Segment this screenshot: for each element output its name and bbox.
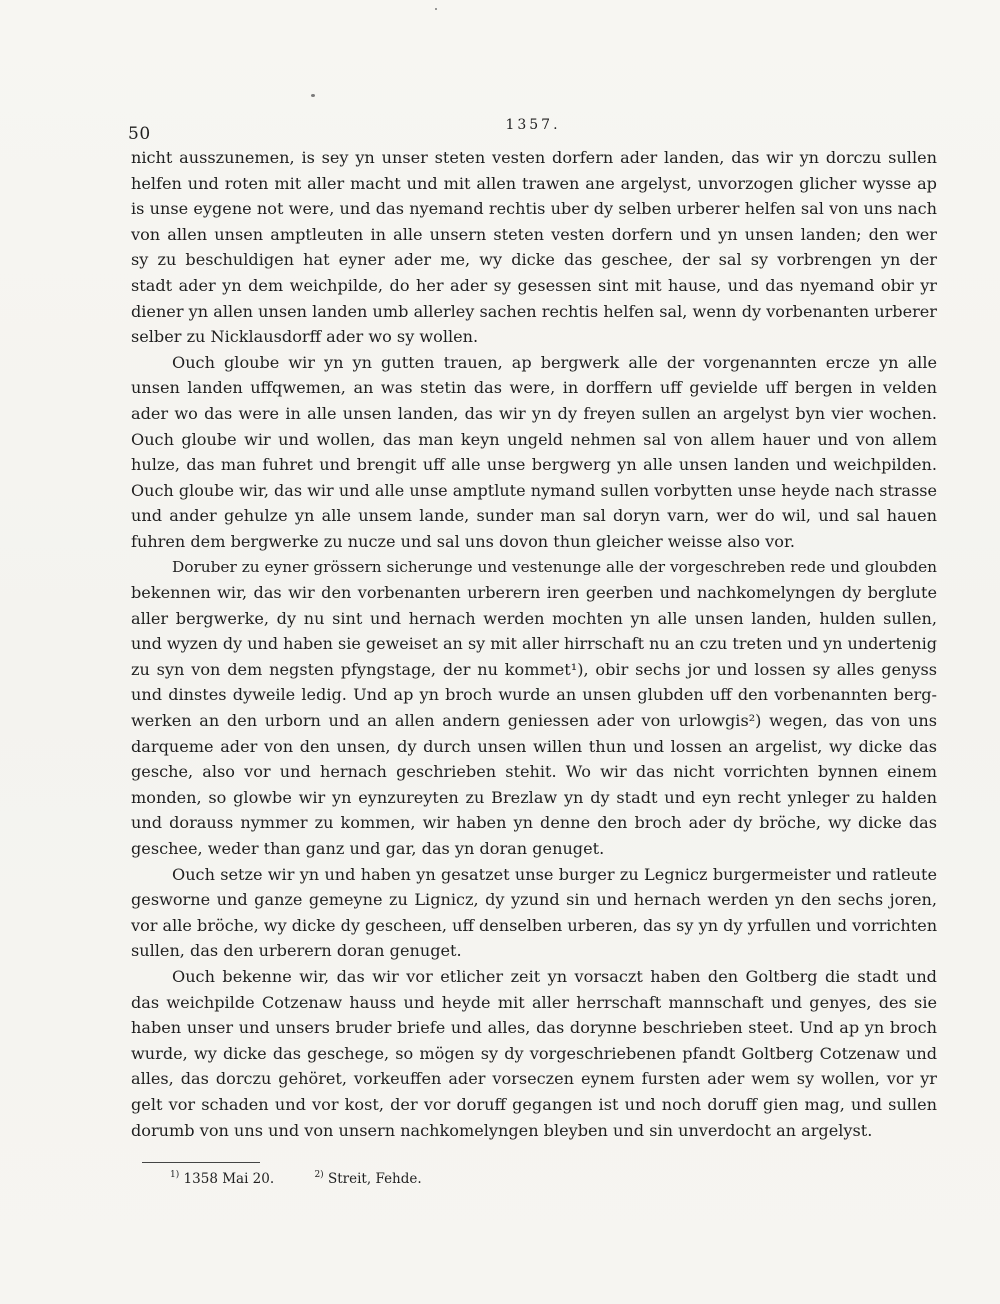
text-line: is unse eygene not were, und das nyemand rechtis uber dy selben urberer helfen sal von uns nach bbox=[131, 199, 937, 219]
running-head-year: 1357. bbox=[505, 117, 561, 133]
footnote-2-mark: 2) bbox=[314, 1170, 324, 1180]
text-line: ader wo das were in alle unsen landen, das wir yn dy freyen sullen an argelyst byn vier wochen. bbox=[131, 403, 937, 423]
text-line: sullen, das den urberern doran genuget. bbox=[131, 941, 462, 961]
text-line: fuhren dem bergwerke zu nucze und sal uns dovon thun gleicher weisse also vor. bbox=[131, 531, 795, 551]
text-line: sy zu beschuldigen hat eyner ader me, wy dicke das geschee, der sal sy vorbrengen yn der bbox=[131, 250, 937, 270]
text-line: alles, das dorczu gehöret, vorkeuffen ader vorseczen eynem fursten ader wem sy wollen, vor yr bbox=[131, 1069, 937, 1089]
paper-speck bbox=[435, 8, 437, 10]
text-line: vor alle bröche, wy dicke dy gescheen, uff denselben urberen, das sy yn dy yrfullen und vorrichten bbox=[131, 915, 938, 935]
footnote-2-text: Streit, Fehde. bbox=[328, 1171, 422, 1187]
text-line: gesworne und ganze gemeyne zu Lignicz, dy yzund sin und hernach werden yn den sechs joren, bbox=[131, 890, 937, 910]
text-line: zu syn von dem negsten pfyngstage, der nu kommet¹), obir sechs jor und lossen sy alles genyss bbox=[131, 659, 937, 679]
text-line: Ouch setze wir yn und haben yn gesatzet unse burger zu Legnicz burgermeister und ratleute bbox=[172, 864, 937, 884]
text-line: dorumb von uns und von unsern nachkomelyngen bleyben und sin unverdocht an argelyst. bbox=[131, 1120, 873, 1140]
text-line: Ouch gloube wir, das wir und alle unse amptlute nymand sullen vorbytten unse heyde nach strasse bbox=[131, 480, 937, 500]
footnote-2 bbox=[314, 1170, 421, 1188]
footnote-1 bbox=[170, 1170, 274, 1188]
text-line: unsen landen uffqwemen, an was stetin das were, in dorffern uff gevielde uff bergen in velden bbox=[131, 378, 937, 398]
text-line: gesche, also vor und hernach geschrieben stehit. Wo wir das nicht vorrichten bynnen einem bbox=[131, 762, 937, 782]
footnote-divider bbox=[142, 1162, 260, 1163]
text-line: haben unser und unsers bruder briefe und alles, das dorynne beschrieben steet. Und ap yn broch bbox=[131, 1018, 937, 1038]
page-number: 50 bbox=[128, 124, 151, 144]
text-line: und wyzen dy und haben sie geweiset an sy mit aller hirrschaft nu an czu treten und yn undertenig bbox=[131, 634, 937, 654]
text-line: das weichpilde Cotzenaw hauss und heyde mit aller herrschaft mannschaft und genyes, des sie bbox=[131, 992, 937, 1012]
text-line: Doruber zu eyner grössern sicherunge und vestenunge alle der vorgeschreben rede und gloubden bbox=[172, 557, 937, 576]
text-line: selber zu Nicklausdorff ader wo sy wollen. bbox=[131, 327, 479, 347]
text-line: darqueme ader von den unsen, dy durch unsen willen thun und lossen an argelist, wy dicke das bbox=[131, 736, 937, 756]
text-line: bekennen wir, das wir den vorbenanten urberern iren geerben und nachkomelyngen dy berglute bbox=[131, 583, 937, 603]
footnote-1-mark: 1) bbox=[170, 1170, 180, 1180]
text-line: Ouch gloube wir yn yn gutten trauen, ap bergwerk alle der vorgenannten ercze yn alle bbox=[172, 352, 937, 372]
text-line: und ander gehulze yn alle unsem lande, sunder man sal doryn varn, wer do wil, und sal hauen bbox=[131, 506, 937, 526]
text-line: geschee, weder than ganz und gar, das yn doran genuget. bbox=[131, 839, 605, 859]
text-line: helfen und roten mit aller macht und mit allen trawen ane argelyst, unvorzogen glicher wysse ap bbox=[131, 173, 937, 193]
text-line: diener yn allen unsen landen umb allerley sachen rechtis helfen sal, wenn dy vorbenanten urberer bbox=[131, 301, 937, 321]
text-line: werken an den urborn und an allen andern geniessen ader von urlowgis²) wegen, das von uns bbox=[131, 711, 937, 731]
footnote-1-text: 1358 Mai 20. bbox=[183, 1171, 275, 1187]
text-line: hulze, das man fuhret und brengit uff alle unse bergwerg yn alle unsen landen und weichpilden. bbox=[131, 455, 937, 475]
text-line: von allen unsen amptleuten in alle unsern steten vesten dorfern und yn unsen landen; den wer bbox=[131, 224, 937, 244]
text-line: aller bergwerke, dy nu sint und hernach werden mochten yn alle unsen landen, hulden sullen, bbox=[131, 608, 937, 628]
text-line: Ouch gloube wir und wollen, das man keyn ungeld nehmen sal von allem hauer und von allem bbox=[131, 429, 937, 449]
text-line: monden, so glowbe wir yn eynzureyten zu Brezlaw yn dy stadt und eyn recht ynleger zu halden bbox=[131, 787, 937, 807]
text-line: Ouch bekenne wir, das wir vor etlicher zeit yn vorsaczt haben den Goltberg die stadt und bbox=[172, 967, 937, 986]
text-line: und dorauss nymmer zu kommen, wir haben yn denne den broch ader dy bröche, wy dicke das bbox=[131, 813, 937, 833]
text-line: stadt ader yn dem weichpilde, do her ader sy gesessen sint mit hause, und das nyemand obir yr bbox=[131, 275, 937, 295]
text-line: wurde, wy dicke das geschege, so mögen sy dy vorgeschriebenen pfandt Goltberg Cotzenaw und bbox=[131, 1043, 937, 1063]
text-line: gelt vor schaden und vor kost, der vor doruff gegangen ist und noch doruff gien mag, und sullen bbox=[131, 1094, 937, 1114]
text-line: nicht ausszunemen, is sey yn unser steten vesten dorfern ader landen, das wir yn dorczu sullen bbox=[131, 148, 937, 167]
footnotes bbox=[170, 1170, 458, 1188]
text-line: und dinstes dyweile ledig. Und ap yn broch wurde an unsen glubden uff den vorbenannten berg- bbox=[131, 685, 937, 705]
paper-speck bbox=[311, 94, 315, 97]
body-text bbox=[131, 145, 937, 1143]
